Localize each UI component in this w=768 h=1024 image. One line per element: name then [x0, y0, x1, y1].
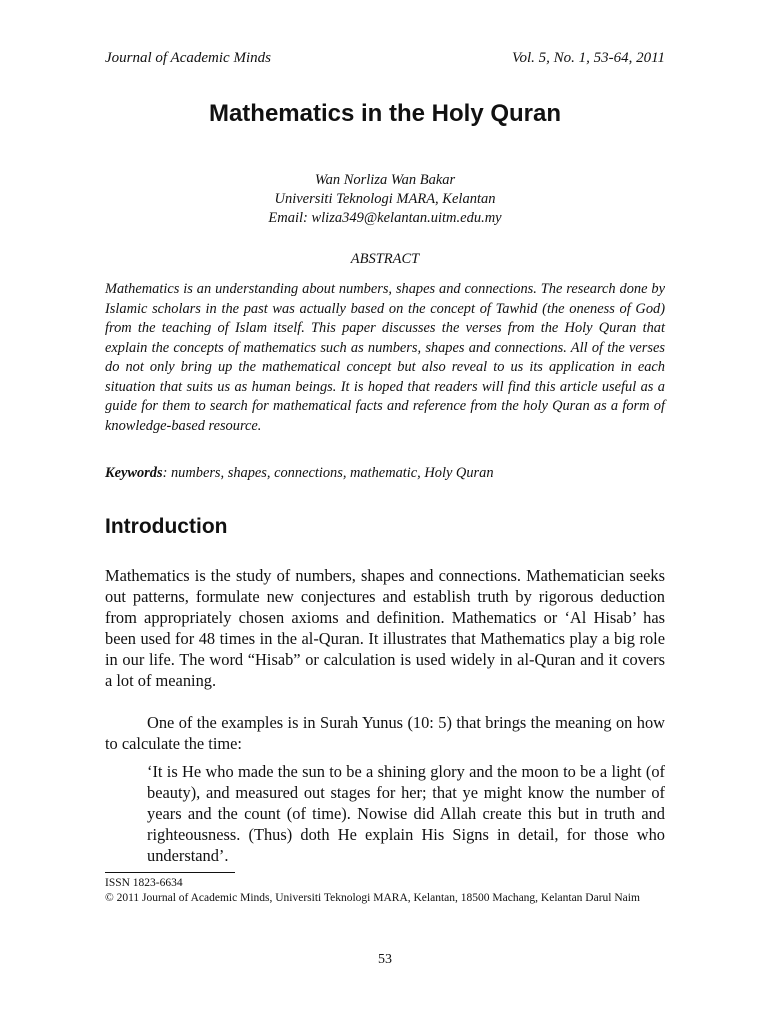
author-email: Email: wliza349@kelantan.uitm.edu.my	[268, 210, 502, 226]
abstract-text: Mathematics is an understanding about numbers, shapes and connections. The research done by Islamic scholars in the past was actually based on the concept of Tawhid (the oneness of God) from the teaching of Islam itself. This paper discusses the verses from the Holy Quran that explain the concepts of mathematics such as numbers, shapes and connections. All of the verses do not only bring up the mathematical concept but also reveal to us its application in each situation that suits us as human beings. It is hoped that readers will find this article useful as a guide for them to search for mathematical facts and reference from the holy Quran as a form of knowledge-based resource.	[105, 281, 665, 434]
footnote-copyright: © 2011 Journal of Academic Minds, Universiti Teknologi MARA, Kelantan, 18500 Machang, Kelantan Darul Naim	[105, 892, 640, 904]
page-number: 53	[378, 952, 392, 967]
journal-name: Journal of Academic Minds	[105, 50, 271, 66]
keywords-text: : numbers, shapes, connections, mathematic, Holy Quran	[162, 465, 494, 481]
keywords	[105, 465, 665, 482]
paper-title: Mathematics in the Holy Quran	[208, 100, 562, 127]
keywords-label: Keywords	[105, 465, 163, 481]
intro-paragraph-1: Mathematics is the study of numbers, shapes and connections. Mathematician seeks out patterns, formulate new conjectures and establish truth by rigorous deduction from appropriately chosen axioms and definition. Mathematics or ‘Al Hisab’ has been used for 48 times in the al-Quran. It illustrates that Mathematics play a big role in our life. The word “Hisab” or calculation is used widely in al-Quran and it covers a lot of meaning.	[105, 566, 665, 690]
author-affiliation: Universiti Teknologi MARA, Kelantan	[274, 191, 496, 207]
quran-quote: ‘It is He who made the sun to be a shining glory and the moon to be a light (of beauty), and measured out stages for her; that ye might know the number of years and the count (of time). Nowise did Allah create this but in truth and righteousness. (Thus) doth He explain His Signs in detail, for those who understand’.	[147, 762, 665, 865]
footnote	[105, 876, 665, 906]
footnote-rule	[105, 872, 235, 873]
abstract-heading: ABSTRACT	[350, 251, 420, 267]
footnote-issn: ISSN 1823-6634	[105, 877, 183, 889]
author-block	[105, 171, 665, 228]
volume-info: Vol. 5, No. 1, 53-64, 2011	[511, 50, 665, 66]
author-name: Wan Norliza Wan Bakar	[314, 172, 456, 188]
intro-paragraph-2: One of the examples is in Surah Yunus (10: 5) that brings the meaning on how to calculate the time:	[105, 713, 665, 753]
section-heading-introduction: Introduction	[105, 515, 228, 538]
running-header	[105, 50, 665, 67]
